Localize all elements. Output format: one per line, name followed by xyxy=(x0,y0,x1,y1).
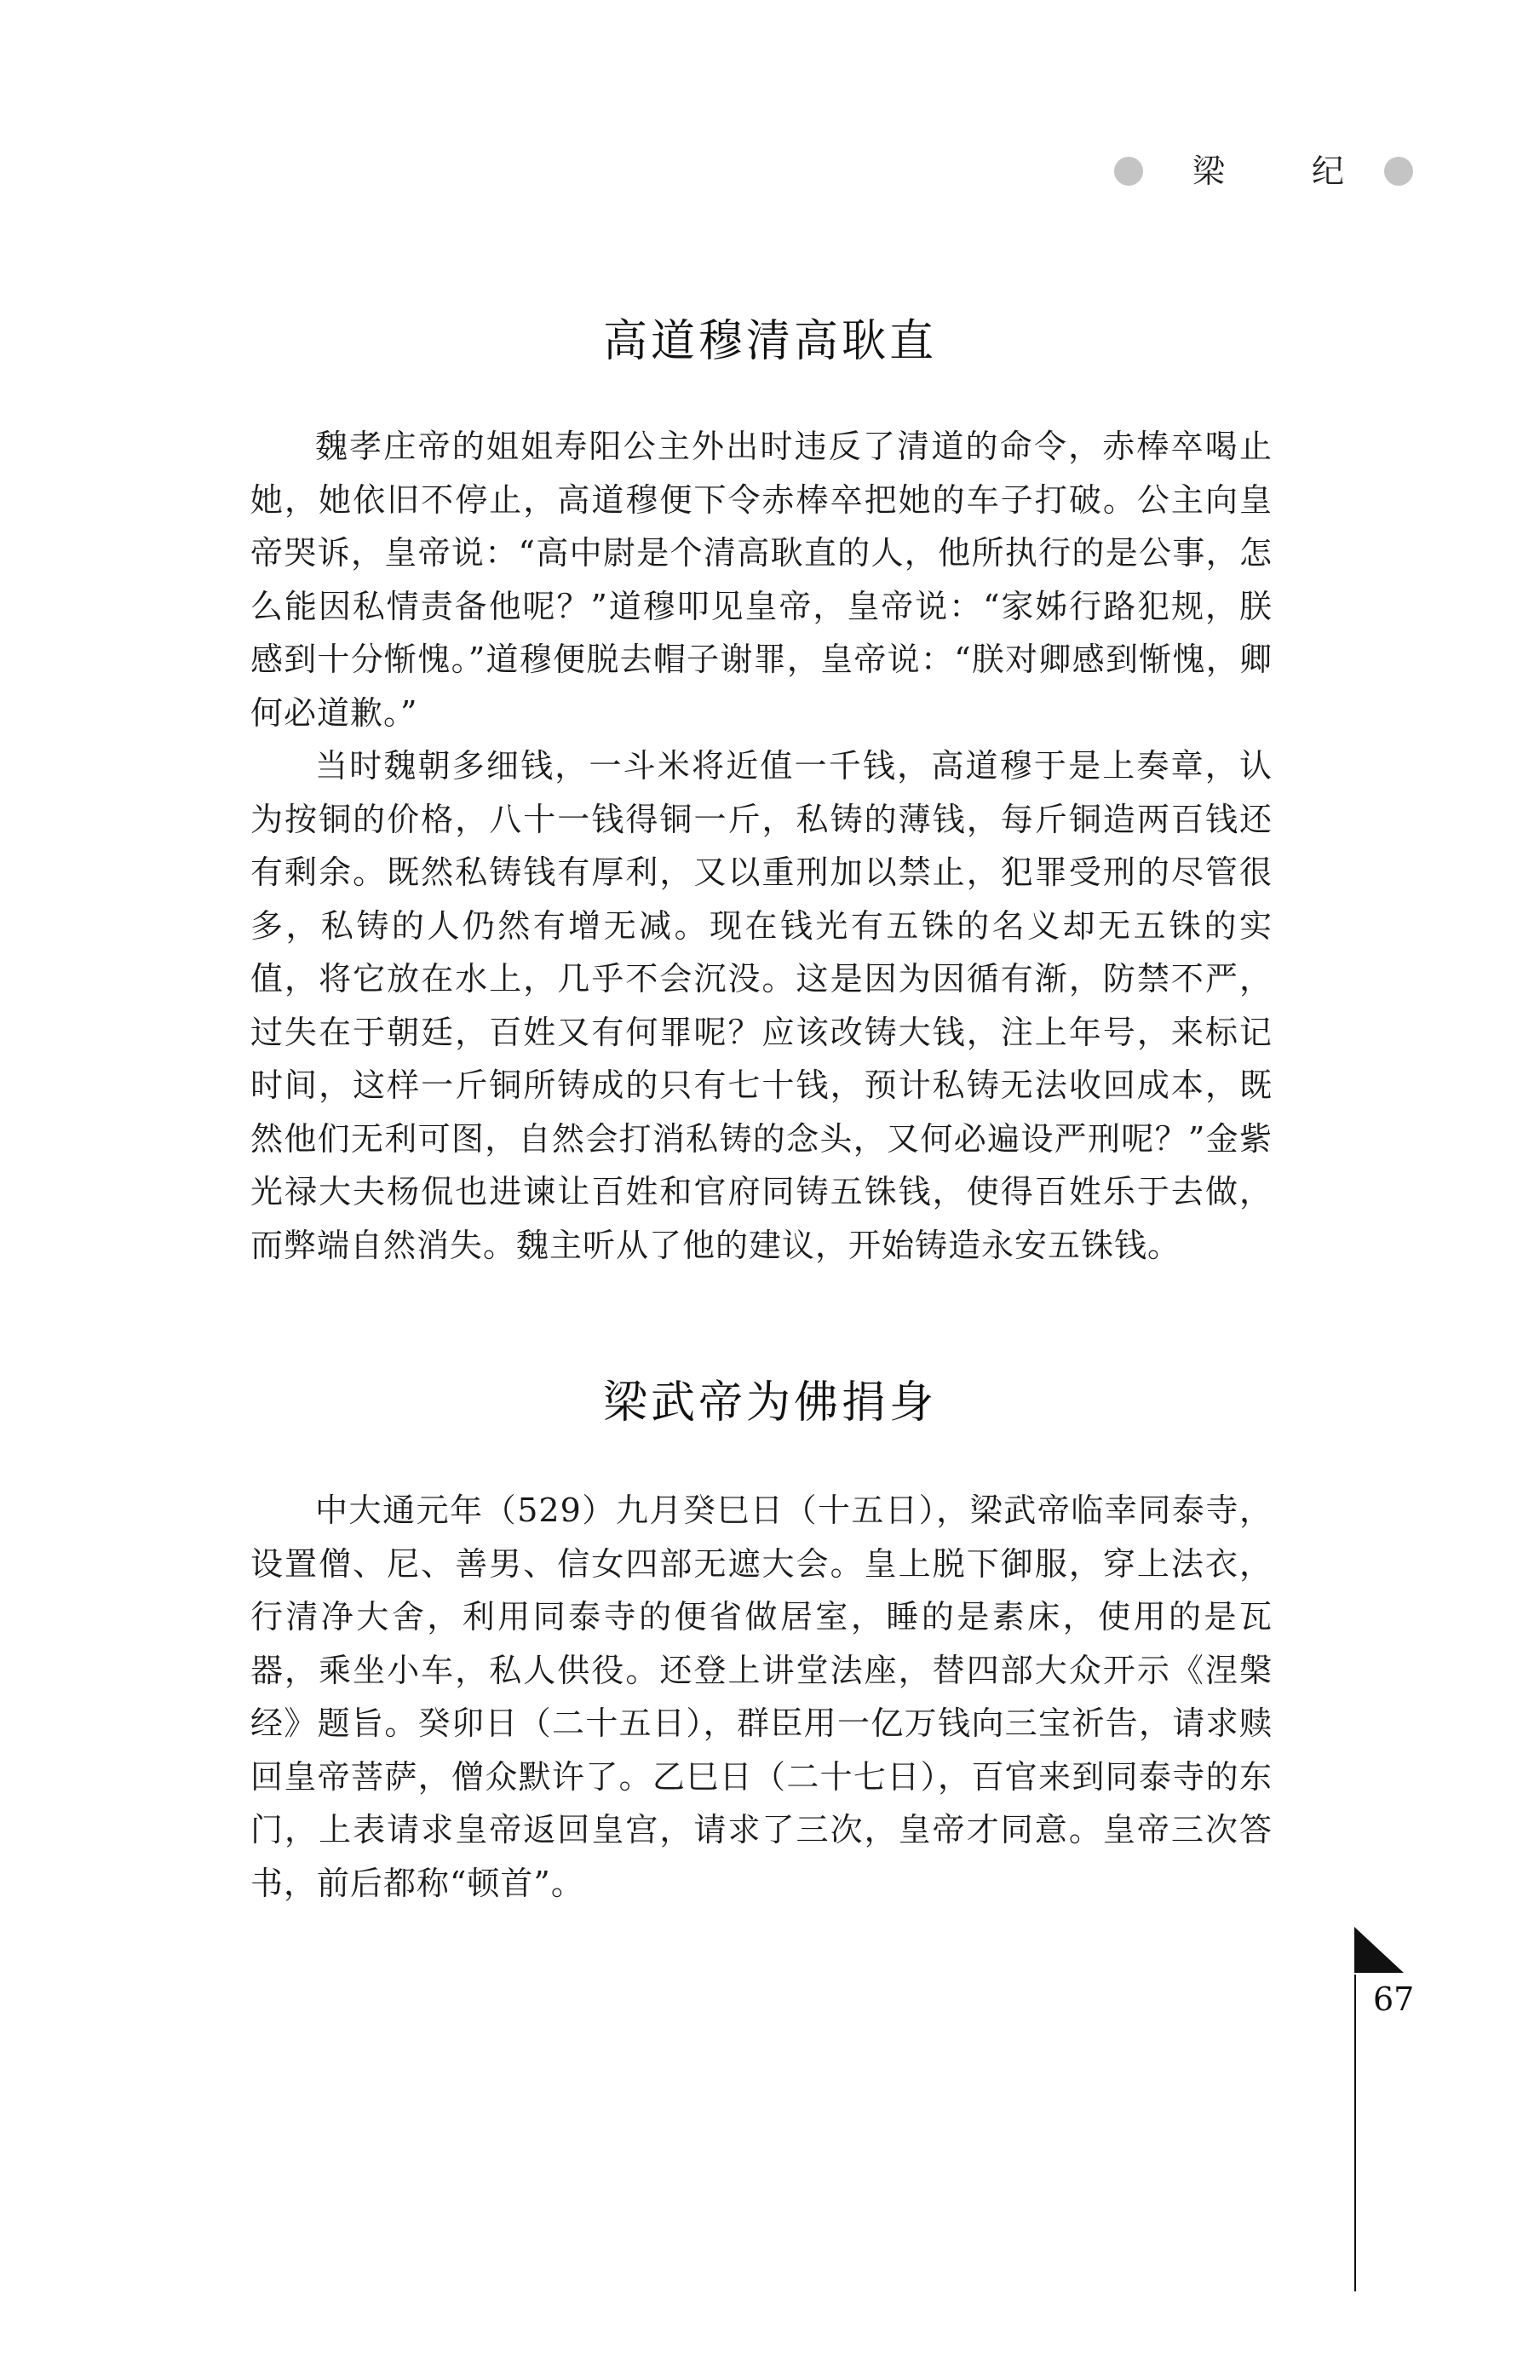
paragraph: 魏孝庄帝的姐姐寿阳公主外出时违反了清道的命令，赤棒卒喝止她，她依旧不停止，高道穆便下令赤棒卒把她的车子打破。公主向皇帝哭诉，皇帝说：“高中尉是个清高耿直的人，他所执行的是公事，怎么能因私情责备他呢？”道穆叩见皇帝，皇帝说：“家姊行路犯规，朕感到十分惭愧。”道穆便脱去帽子谢罪，皇帝说：“朕对卿感到惭愧，卿何必道歉。” xyxy=(250,428,1273,732)
header-dot-right-icon xyxy=(1384,157,1413,186)
page-corner-triangle-icon xyxy=(1354,1927,1404,1973)
header-dot-left-icon xyxy=(1114,157,1143,186)
section-body-gao-daomu xyxy=(250,420,1273,1272)
section-body-liang-wudi xyxy=(250,1484,1273,1910)
paragraph: 中大通元年（529）九月癸巳日（十五日），梁武帝临幸同泰寺，设置僧、尼、善男、信女四部无遮大会。皇上脱下御服，穿上法衣，行清净大舍，利用同泰寺的便省做居室，睡的是素床，使用的是瓦器，乘坐小车，私人供役。还登上讲堂法座，替四部大众开示《涅槃经》题旨。癸卯日（二十五日），群臣用一亿万钱向三宝祈告，请求赎回皇帝菩萨，僧众默许了。乙巳日（二十七日），百官来到同泰寺的东门，上表请求皇帝返回皇宫，请求了三次，皇帝才同意。皇帝三次答书，前后都称“顿首”。 xyxy=(250,1492,1273,1902)
section-title-gao-daomu: 高道穆清高耿直 xyxy=(602,316,937,367)
page-number: 67 xyxy=(1373,1980,1415,2018)
running-header-char-2: 纪 xyxy=(1312,152,1345,190)
running-header-char-1: 梁 xyxy=(1192,152,1226,190)
section-title-liang-wudi: 梁武帝为佛捐身 xyxy=(602,1377,937,1429)
margin-rule xyxy=(1354,1975,1356,2291)
paragraph: 当时魏朝多细钱，一斗米将近值一千钱，高道穆于是上奏章，认为按铜的价格，八十一钱得铜一斤，私铸的薄钱，每斤铜造两百钱还有剩余。既然私铸钱有厚利，又以重刑加以禁止，犯罪受刑的尽管很多，私铸的人仍然有增无减。现在钱光有五铢的名义却无五铢的实值，将它放在水上，几乎不会沉没。这是因为因循有渐，防禁不严，过失在于朝廷，百姓又有何罪呢？应该改铸大钱，注上年号，来标记时间，这样一斤铜所铸成的只有七十钱，预计私铸无法收回成本，既然他们无利可图，自然会打消私铸的念头，又何必遍设严刑呢？”金紫光禄大夫杨侃也进谏让百姓和官府同铸五铢钱，使得百姓乐于去做，而弊端自然消失。魏主听从了他的建议，开始铸造永安五铢钱。 xyxy=(250,747,1273,1264)
running-header xyxy=(1107,143,1431,203)
page-marker xyxy=(1354,1927,1422,2293)
